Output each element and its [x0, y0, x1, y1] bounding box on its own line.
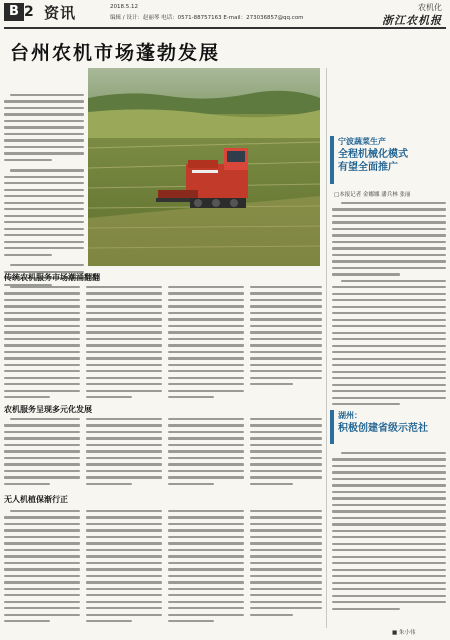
section-number: 2 — [24, 4, 34, 20]
sidebar-story1-byline: □本报记者 金娜娜 潘兵林 张丽 — [334, 192, 411, 198]
masthead: 浙江农机报 — [382, 14, 442, 27]
body-column-2 — [86, 286, 162, 403]
page-header — [0, 0, 450, 30]
body-column-12 — [250, 510, 322, 620]
sidebar-story1-title-1: 全程机械化模式 — [338, 149, 408, 160]
body-column-3 — [168, 286, 244, 403]
sidebar-story1-body — [332, 202, 446, 410]
subhead-drone-spraying: 无人机植保渐行正 — [4, 495, 68, 504]
body-column-6 — [86, 418, 162, 489]
body-column-5 — [4, 418, 80, 489]
section-letter: B — [4, 3, 24, 21]
article-author: ■ 朱小伟 — [392, 630, 416, 636]
harvester-photo — [88, 68, 320, 266]
body-column-11 — [168, 510, 244, 627]
body-column-9 — [4, 510, 80, 627]
subhead-diversified-services: 农机服务呈现多元化发展 — [4, 405, 92, 414]
subhead-traditional-market: 传统农机服务市场潮涌翻翻 — [4, 273, 100, 282]
issue-date: 2018.5.12 — [110, 4, 138, 10]
column-category: 农机化 — [418, 3, 442, 12]
body-column-1 — [4, 286, 80, 403]
body-column-4 — [250, 286, 322, 390]
editor-contact: 编辑 / 设计：赵丽琴 电话：0571-88757163 E-mail：273036857@qq.com — [110, 15, 304, 21]
sidebar-story1-headline — [330, 136, 446, 184]
sidebar-story2-title: 积极创建省级示范社 — [338, 423, 428, 434]
body-column-7 — [168, 418, 244, 489]
sidebar-story2-body — [332, 452, 446, 614]
body-column-8 — [250, 418, 322, 489]
column-divider — [326, 68, 327, 628]
header-rule — [4, 27, 446, 29]
sidebar-story1-title-2: 有望全面推广 — [338, 162, 398, 173]
sidebar-story1-kicker: 宁波蔬菜生产 — [338, 137, 386, 146]
section-name: 资讯 — [44, 4, 77, 22]
article-headline: 台州农机市场蓬勃发展 — [10, 42, 221, 64]
sidebar-story2-headline — [330, 410, 446, 444]
body-column-10 — [86, 510, 162, 627]
photo-caption — [4, 94, 84, 290]
sidebar-story2-kicker: 湖州： — [338, 411, 362, 420]
